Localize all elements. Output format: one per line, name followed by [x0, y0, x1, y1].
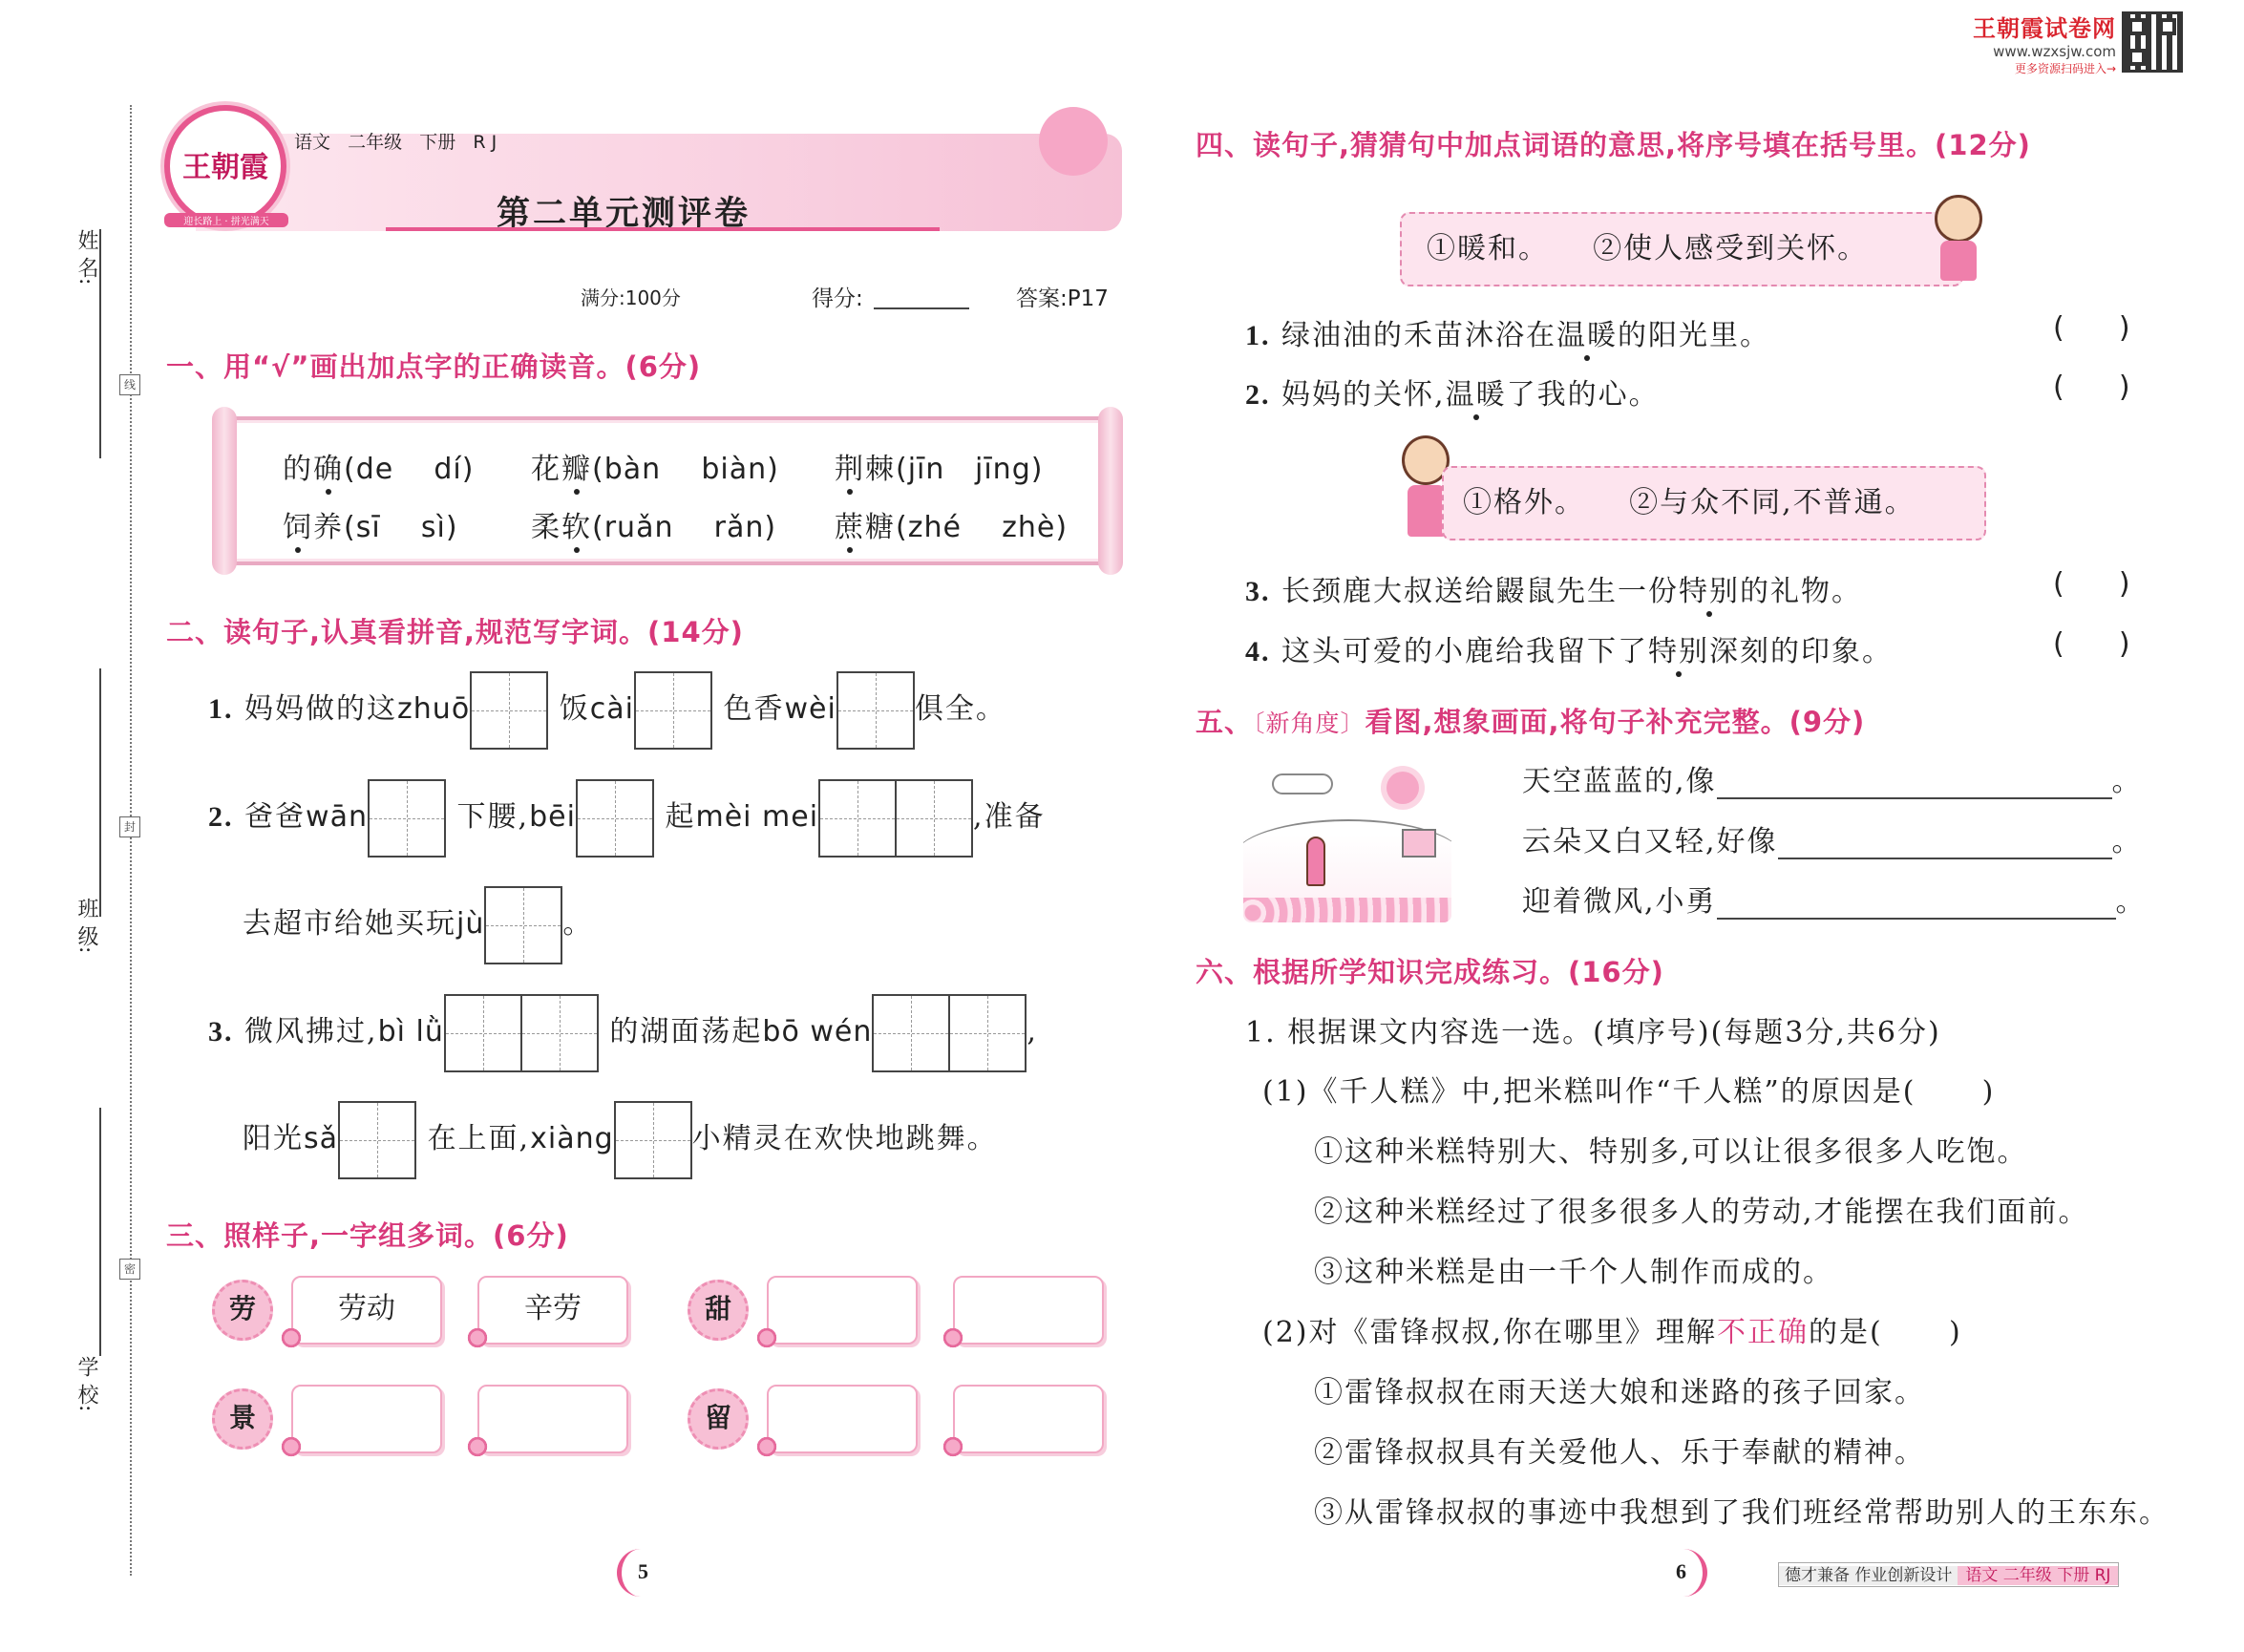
s3-answer-card[interactable]: [767, 1385, 918, 1453]
s6-heading: 六、根据所学知识完成练习。(16分): [1196, 956, 1664, 988]
s1-option[interactable]: dí: [434, 453, 462, 486]
page-number-left: 5: [617, 1549, 665, 1597]
binding-sep-xian: 线: [119, 374, 140, 395]
s6-sub2-emphasis: 不正确: [1717, 1316, 1810, 1349]
binding-sep-feng: 封: [119, 816, 140, 837]
s1-option[interactable]: jīng: [975, 453, 1031, 486]
s1-option[interactable]: bàn: [603, 453, 662, 486]
s6-sub1: (1)《千人糕》中,把米糕叫作“千人糕”的原因是( ): [1262, 1075, 1996, 1109]
logo: [164, 105, 286, 227]
header-grade: 二年级: [348, 132, 403, 153]
cloud-icon: [1272, 773, 1333, 794]
write-box[interactable]: [818, 779, 897, 858]
header-term: 下册: [419, 132, 456, 153]
s5-answer-line[interactable]: [1717, 797, 2112, 799]
s4-heading: 四、读句子,猜猜句中加点词语的意思,将序号填在括号里。(12分): [1196, 129, 2031, 161]
s4-q2: 2. 妈妈的关怀,温暖了我的心。: [1245, 378, 1660, 412]
s1-option[interactable]: de: [355, 453, 394, 486]
s3-char-flower: 甜: [688, 1280, 749, 1341]
s4-answer-paren[interactable]: ( ): [2053, 371, 2130, 404]
logo-name: 王朝霞: [182, 151, 268, 184]
flower-icon: [279, 1434, 304, 1459]
score-field[interactable]: [874, 307, 969, 309]
s1-option[interactable]: sī: [355, 511, 381, 544]
header-edition: R J: [473, 132, 497, 153]
flower-icon: [754, 1325, 779, 1350]
page-number-right: 6: [1660, 1549, 1707, 1597]
footer-series: [1778, 1562, 2119, 1587]
girl-cartoon-icon: [1927, 195, 1988, 283]
footer-tag: 语文 二年级 下册 RJ: [1958, 1566, 2118, 1585]
write-box[interactable]: [368, 779, 446, 858]
s1-item-5: 柔软(ruǎn rǎn): [531, 511, 777, 544]
sun-decoration-icon: [1039, 107, 1108, 176]
s3-answer-card[interactable]: [953, 1385, 1104, 1453]
s3-answer-card[interactable]: [291, 1385, 442, 1453]
house-icon: [1402, 829, 1436, 858]
s4-answer-paren[interactable]: ( ): [2053, 627, 2130, 661]
binding-dotted-line: [130, 105, 132, 1576]
s6-sub2-opt-2: ②雷锋叔叔具有关爱他人、乐于奉献的精神。: [1314, 1436, 1925, 1470]
s5-line-3: 迎着微风,小勇 。: [1522, 885, 2147, 919]
sun-icon: [1387, 772, 1419, 804]
s5-line-2: 云朵又白又轻,好像 。: [1522, 825, 2143, 858]
s4-q1: 1. 绿油油的禾苗沐浴在温暖的阳光里。: [1245, 319, 1771, 352]
s2-q2-cont: 去超市给她买玩jù 。: [243, 883, 593, 965]
s3-answer-card[interactable]: [767, 1276, 918, 1345]
s3-char-flower: 景: [212, 1388, 273, 1450]
scroll-left-post: [212, 407, 237, 575]
s5-answer-line[interactable]: [1778, 858, 2112, 859]
write-box[interactable]: [576, 779, 654, 858]
s2-q1: 1. 妈妈做的这zhuō 饭cài 色香wèi 俱全。: [208, 668, 1006, 751]
flower-icon: [941, 1434, 965, 1459]
s5-new-angle-tag: 〔新角度〕: [1253, 710, 1365, 737]
s3-example-card: 辛劳: [477, 1276, 628, 1345]
s4-q4: 4. 这头可爱的小鹿给我留下了特别深刻的印象。: [1245, 635, 1894, 668]
header-subject: 语文: [294, 132, 331, 153]
s5-heading: 五、〔新角度〕看图,想象画面,将句子补充完整。(9分): [1196, 706, 1866, 738]
s3-answer-card[interactable]: [953, 1276, 1104, 1345]
watermark-brand: 王朝霞试卷网: [1973, 15, 2116, 42]
s4-answer-paren[interactable]: ( ): [2053, 311, 2130, 345]
name-label: 姓 名:: [74, 229, 98, 286]
class-label: 班 级:: [74, 898, 98, 954]
write-box[interactable]: [444, 994, 522, 1072]
s1-item-3: 荆棘(jīn jīng): [835, 453, 1044, 486]
page-title: 第二单元测评卷: [497, 195, 752, 233]
boy-icon: [1306, 837, 1325, 886]
s6-sub1-opt-3: ③这种米糕是由一千个人制作而成的。: [1314, 1256, 1833, 1289]
flower-bush-icon: [1243, 898, 1451, 922]
s1-option[interactable]: zhé: [907, 511, 962, 544]
school-label: 学 校:: [74, 1356, 98, 1412]
s5-line-1: 天空蓝蓝的,像 。: [1522, 765, 2143, 798]
s6-sub1-opt-2: ②这种米糕经过了很多很多人的劳动,才能摆在我们面前。: [1314, 1196, 2089, 1229]
s1-option[interactable]: ruǎn: [603, 511, 674, 544]
title-underline: [386, 227, 940, 231]
watermark-tagline: 更多资源扫码进入→: [2014, 62, 2116, 75]
s2-q2: 2. 爸爸wān 下腰,bēi 起mèi mei ,准备: [208, 776, 1046, 858]
class-field[interactable]: [99, 668, 101, 917]
write-box[interactable]: [338, 1101, 416, 1179]
s4-options-b: ①格外。 ②与众不同,不普通。: [1442, 466, 1986, 540]
s1-item-4: 饲养(sī sì): [283, 511, 458, 544]
s3-char-flower: 留: [688, 1388, 749, 1450]
s1-item-6: 蔗糖(zhé zhè): [835, 511, 1069, 544]
s2-heading: 二、读句子,认真看拼音,规范写字词。(14分): [166, 616, 744, 648]
s6-sub2-opt-3: ③从雷锋叔叔的事迹中我想到了我们班经常帮助别人的王东东。: [1314, 1496, 2170, 1530]
flower-icon: [465, 1325, 490, 1350]
s1-option[interactable]: jīn: [907, 453, 945, 486]
answer-ref: 答案:P17: [1016, 286, 1109, 311]
write-box[interactable]: [484, 886, 562, 964]
s4-answer-paren[interactable]: ( ): [2053, 567, 2130, 601]
s1-option[interactable]: zhè: [1002, 511, 1056, 544]
full-marks: 满分:100分: [581, 286, 681, 309]
write-box[interactable]: [634, 671, 712, 750]
s3-char-flower: 劳: [212, 1280, 273, 1341]
write-box[interactable]: [836, 671, 915, 750]
score-label: 得分:: [812, 286, 863, 311]
logo-slogan: 迎长路上 · 拼光满天: [164, 213, 288, 227]
name-field[interactable]: [99, 229, 101, 458]
s1-option[interactable]: rǎn: [713, 511, 765, 544]
binding-sep-mi: 密: [119, 1259, 140, 1280]
write-box[interactable]: [872, 994, 950, 1072]
write-box[interactable]: [614, 1101, 692, 1179]
watermark: [1954, 10, 2116, 76]
s5-answer-line[interactable]: [1717, 918, 2116, 920]
s3-heading: 三、照样子,一字组多词。(6分): [166, 1219, 569, 1252]
footer-series-name: 德才兼备 作业创新设计: [1779, 1566, 1958, 1585]
s1-option[interactable]: biàn: [701, 453, 768, 486]
s6-sub2-opt-1: ①雷锋叔叔在雨天送大娘和迷路的孩子回家。: [1314, 1376, 1925, 1409]
qr-code-icon: [2122, 11, 2183, 73]
s3-answer-card[interactable]: [477, 1385, 628, 1453]
flower-icon: [465, 1434, 490, 1459]
write-box[interactable]: [895, 779, 973, 858]
s4-q3: 3. 长颈鹿大叔送给鼹鼠先生一份特别的礼物。: [1245, 575, 1863, 608]
watermark-url: www.wzxsjw.com: [1993, 43, 2116, 60]
s2-q3-cont: 阳光sǎ 在上面,xiàng 小精灵在欢快地跳舞。: [243, 1098, 998, 1180]
s1-item-1: 的确(de dí): [283, 453, 475, 486]
s6-q1: 1. 根据课文内容选一选。(填序号)(每题3分,共6分): [1245, 1016, 1941, 1049]
flower-icon: [941, 1325, 965, 1350]
s1-item-2: 花瓣(bàn biàn): [531, 453, 779, 486]
s5-illustration: [1243, 762, 1451, 922]
s6-sub2: (2)对《雷锋叔叔,你在哪里》理解不正确的是( ): [1262, 1316, 1962, 1349]
flower-icon: [754, 1434, 779, 1459]
header-meta: [294, 128, 497, 154]
s1-option[interactable]: sì: [420, 511, 446, 544]
school-field[interactable]: [99, 1108, 101, 1356]
s2-q3: 3. 微风拂过,bì lǜ 的湖面荡起bō wén ,: [208, 991, 1038, 1073]
s1-heading: 一、用“√”画出加点字的正确读音。(6分): [166, 350, 702, 383]
scroll-right-post: [1098, 407, 1123, 575]
s4-options-a: ①暖和。 ②使人感受到关怀。: [1400, 212, 1963, 286]
s3-example-card: 劳动: [291, 1276, 442, 1345]
write-box[interactable]: [470, 671, 548, 750]
write-box[interactable]: [520, 994, 599, 1072]
write-box[interactable]: [948, 994, 1027, 1072]
flower-icon: [279, 1325, 304, 1350]
s6-sub1-opt-1: ①这种米糕特别大、特别多,可以让很多很多人吃饱。: [1314, 1135, 2028, 1169]
